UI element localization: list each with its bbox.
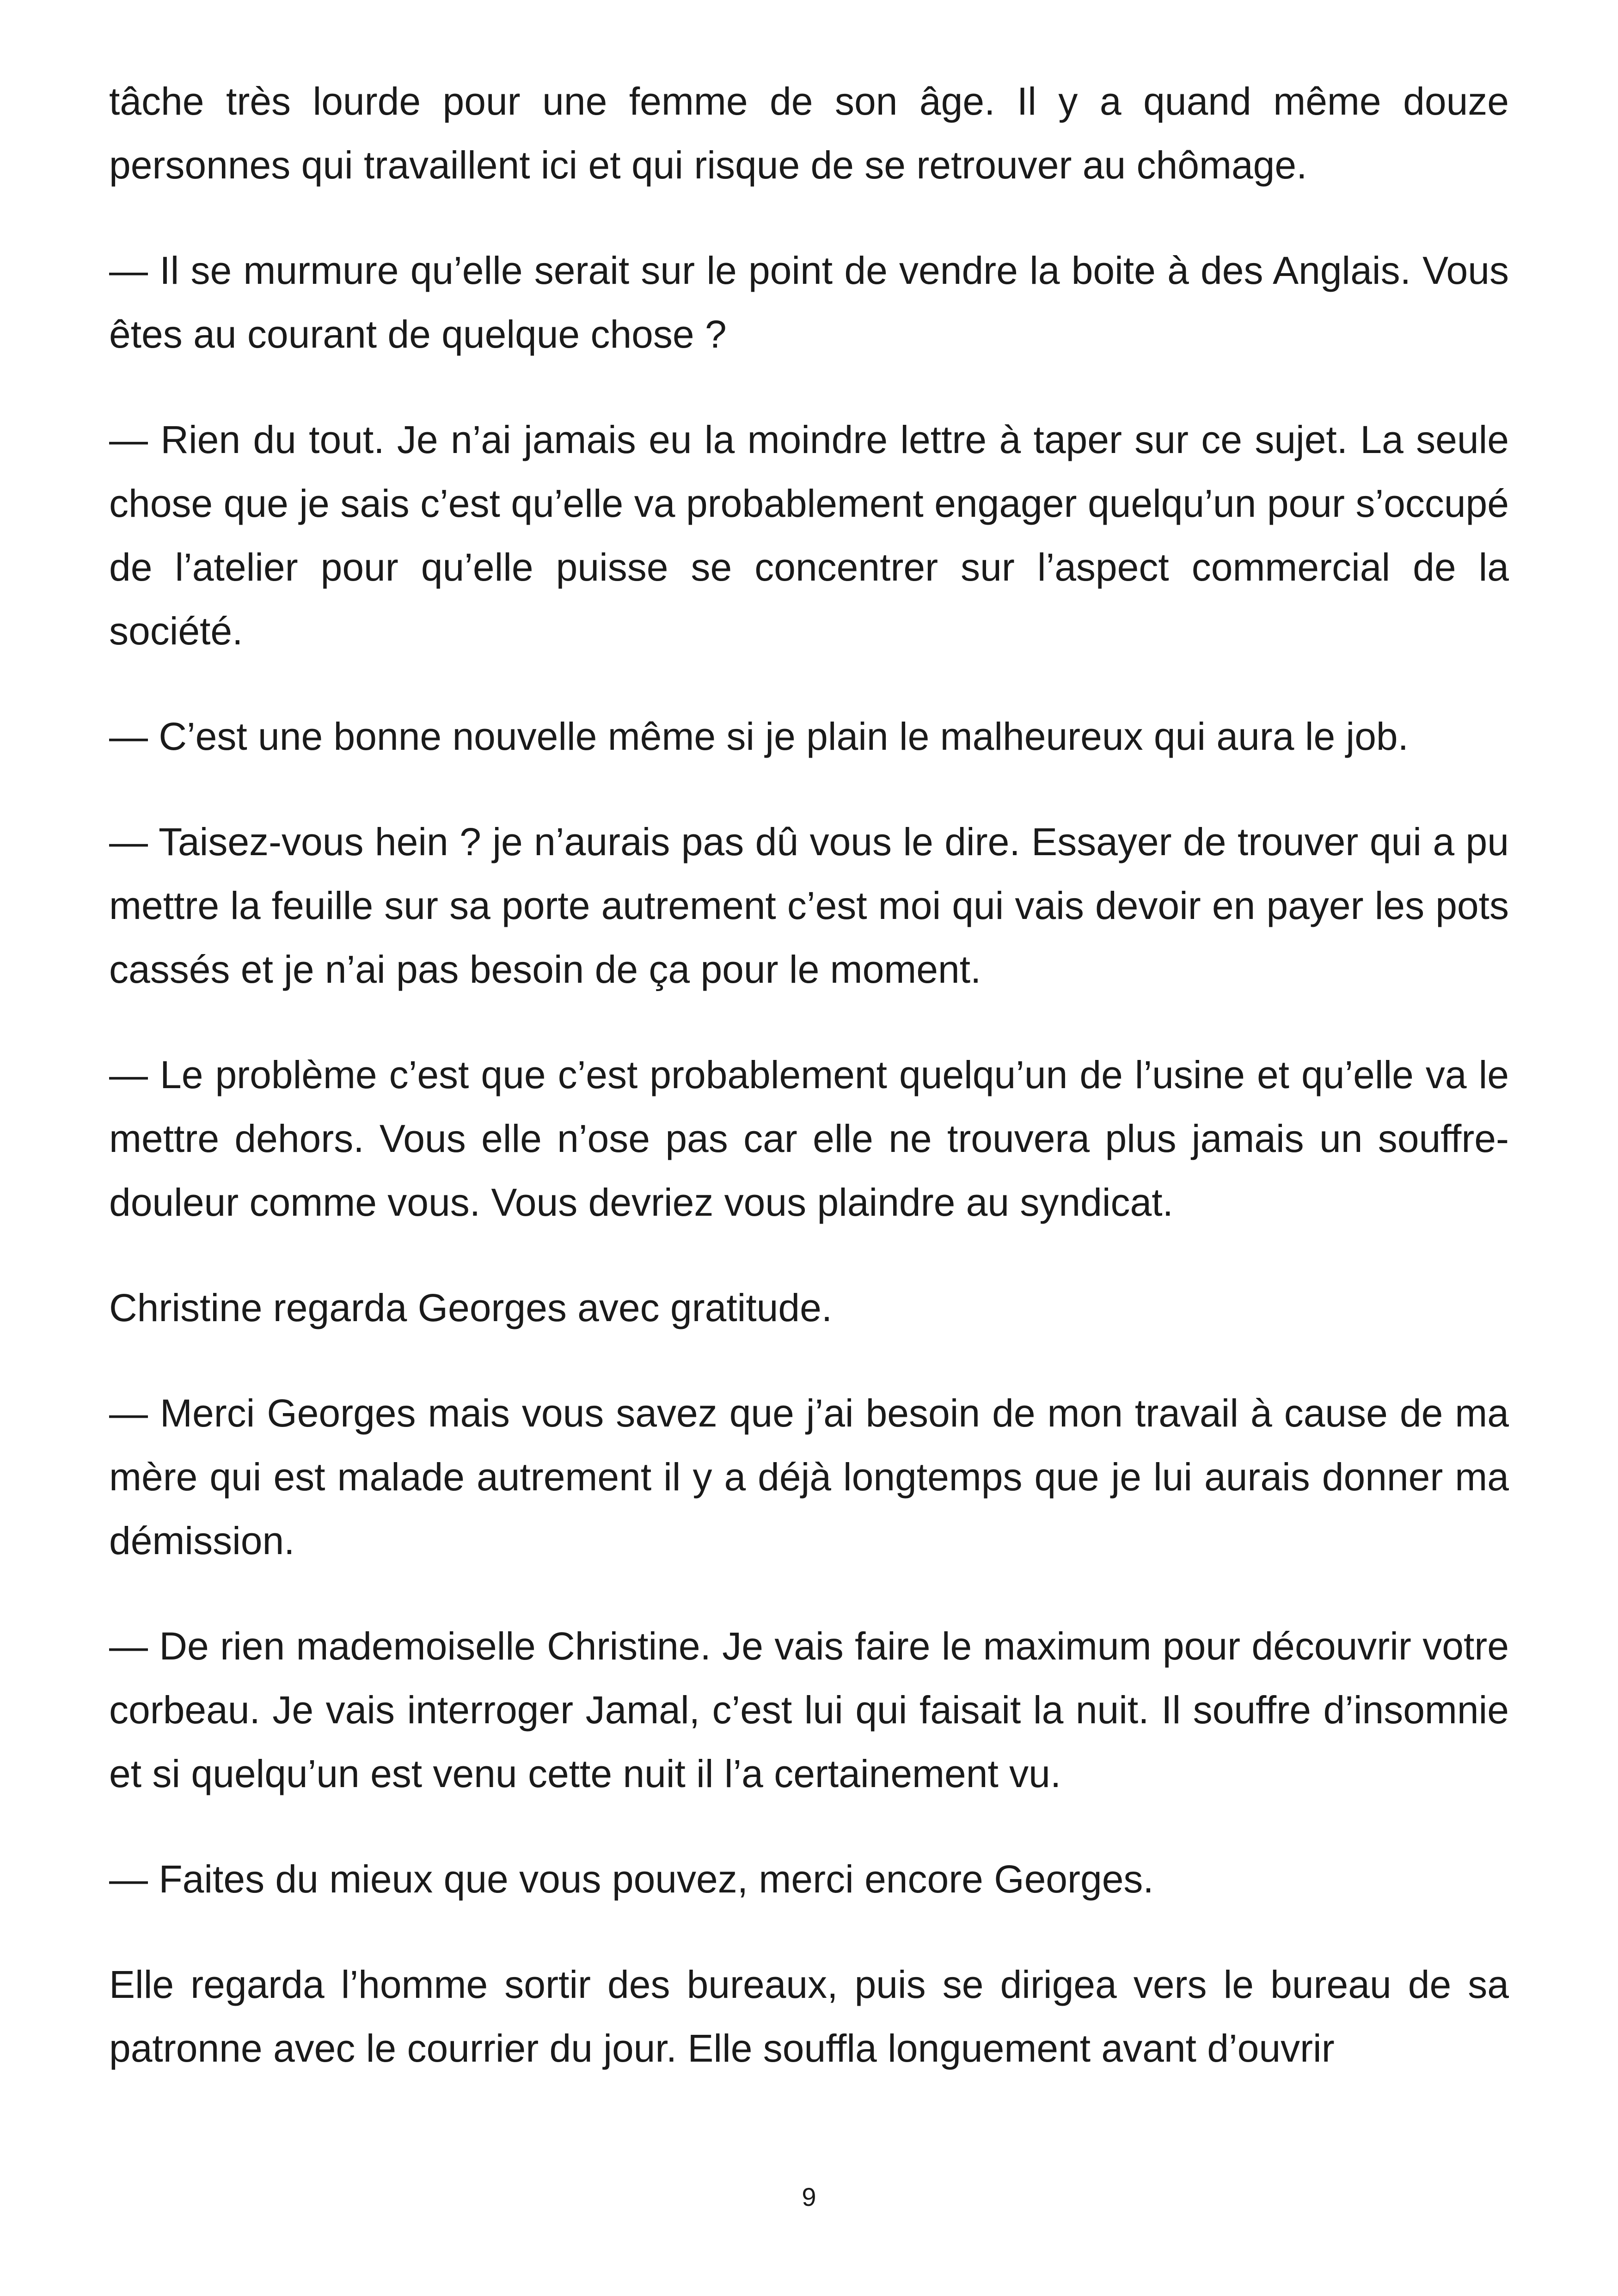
paragraph: — Taisez-vous hein ? je n’aurais pas dû vous le dire. Essayer de trouver qui a pu mettre la feuille sur sa porte autrement c’est moi qui vais devoir en payer les pots cassés et je n’ai pas besoin de ça pour le moment. bbox=[109, 820, 1509, 991]
paragraph: — Le problème c’est que c’est probablement quelqu’un de l’usine et qu’elle va le mettre dehors. Vous elle n’ose pas car elle ne trouvera plus jamais un souffre-douleur comme vous. Vous devriez vous plaindre au syndicat. bbox=[109, 1053, 1509, 1224]
paragraph: — De rien mademoiselle Christine. Je vais faire le maximum pour découvrir votre corbeau. Je vais interroger Jamal, c’est lui qui faisait la nuit. Il souffre d’insomnie et si quelqu’un est venu cette nuit il l’a certainement vu. bbox=[109, 1624, 1509, 1795]
paragraph: — C’est une bonne nouvelle même si je plain le malheureux qui aura le job. bbox=[109, 715, 1409, 758]
body-text bbox=[109, 69, 1509, 2080]
paragraph: — Merci Georges mais vous savez que j’ai besoin de mon travail à cause de ma mère qui est malade autrement il y a déjà longtemps que je lui aurais donner ma démission. bbox=[109, 1391, 1509, 1562]
paragraph: Elle regarda l’homme sortir des bureaux, puis se dirigea vers le bureau de sa patronne avec le courrier du jour. Elle souffla longuement avant d’ouvrir bbox=[109, 1963, 1509, 2070]
paragraph: tâche très lourde pour une femme de son âge. Il y a quand même douze personnes qui travaillent ici et qui risque de se retrouver au chômage. bbox=[109, 80, 1509, 187]
paragraph: — Il se murmure qu’elle serait sur le point de vendre la boite à des Anglais. Vous êtes au courant de quelque chose ? bbox=[109, 249, 1509, 356]
paragraph: Christine regarda Georges avec gratitude. bbox=[109, 1286, 833, 1329]
page-number: 9 bbox=[802, 2182, 816, 2211]
paragraph: — Faites du mieux que vous pouvez, merci encore Georges. bbox=[109, 1857, 1154, 1901]
paragraph: — Rien du tout. Je n’ai jamais eu la moindre lettre à taper sur ce sujet. La seule chose que je sais c’est qu’elle va probablement engager quelqu’un pour s’occupé de l’atelier pour qu’elle puisse se concentrer sur l’aspect commercial de la société. bbox=[109, 418, 1509, 653]
